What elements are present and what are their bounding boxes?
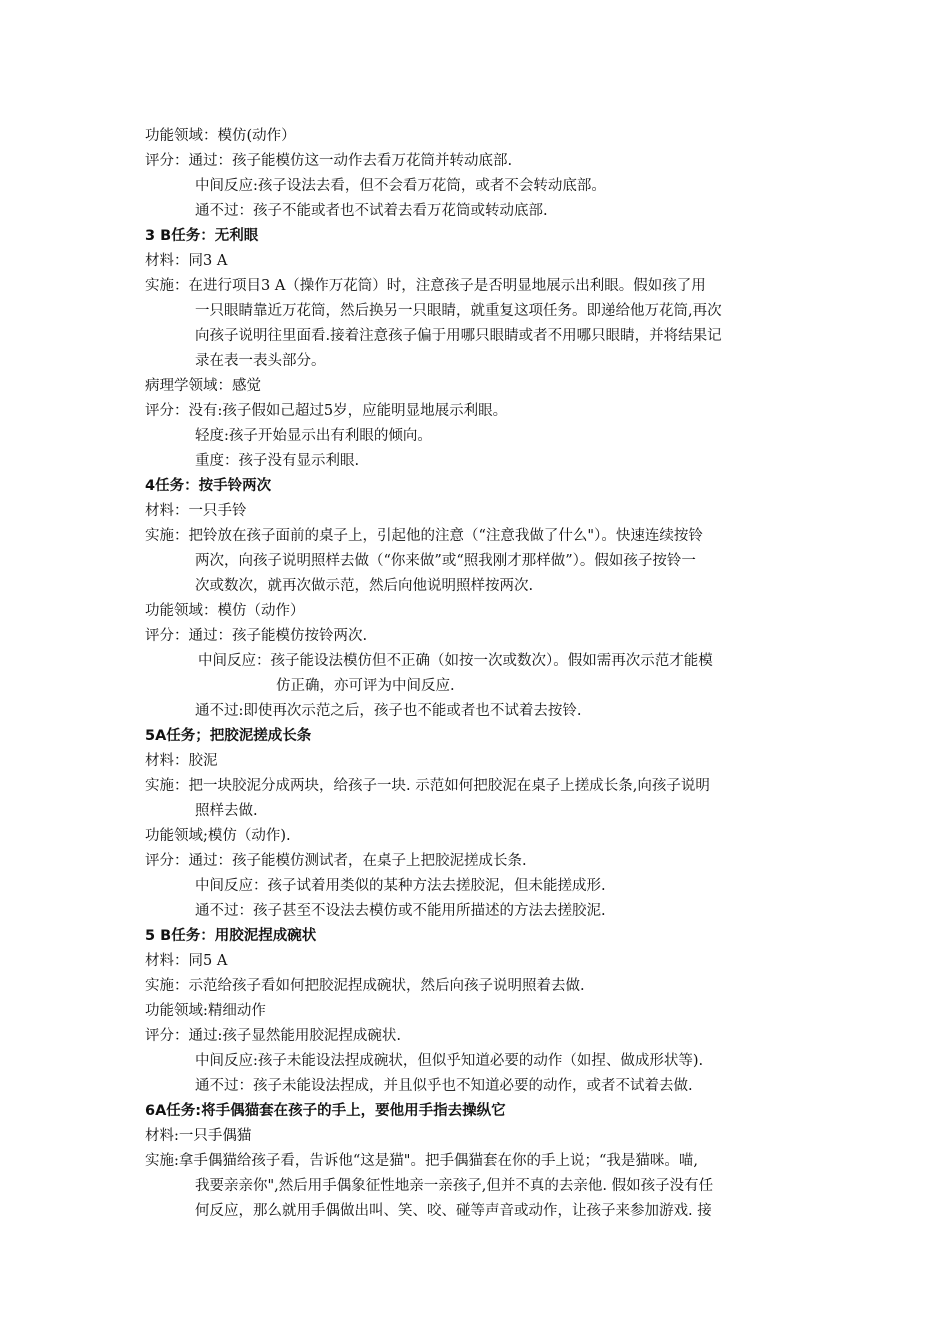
text-line: 实施:拿手偶猫给孩子看，告诉他“这是猫"。把手偶猫套在你的手上说；“我是猫咪。喵, [145, 1153, 698, 1169]
text-line: 中间反应：孩子试着用类似的某种方法去搓胶泥，但未能搓成形. [195, 878, 606, 894]
text-line: 材料:一只手偶猫 [145, 1128, 252, 1144]
text-line: 两次，向孩子说明照样去做（“你来做”或“照我刚才那样做”）。假如孩子按铃一 [195, 553, 696, 569]
text-line: 照样去做. [195, 803, 258, 819]
text-line: 实施：把铃放在孩子面前的桌子上，引起他的注意（“注意我做了什么"）。快速连续按铃 [145, 528, 703, 544]
text-line: 中间反应:孩子未能设法捏成碗状，但似乎知道必要的动作（如捏、做成形状等). [195, 1053, 704, 1069]
text-line: 何反应，那么就用手偶做出叫、笑、咬、碰等声音或动作，让孩子来参加游戏. 接 [195, 1203, 712, 1219]
text-line: 实施：在进行项目3 A（操作万花筒）时，注意孩子是否明显地展示出利眼。假如孩了用 [145, 278, 706, 294]
text-line: 一只眼睛靠近万花筒，然后换另一只眼睛，就重复这项任务。即递给他万花筒,再次 [195, 303, 722, 319]
section-heading: 5 B任务：用胶泥捏成碗状 [145, 928, 317, 944]
text-line: 次或数次，就再次做示范，然后向他说明照样按两次. [195, 578, 534, 594]
section-heading: 5A任务；把胶泥搓成长条 [145, 728, 312, 744]
text-line: 评分：通过：孩子能模仿测试者，在桌子上把胶泥搓成长条. [145, 853, 527, 869]
text-line: 功能领域：模仿（动作） [145, 603, 305, 619]
text-line: 通不过：孩子甚至不设法去模仿或不能用所描述的方法去搓胶泥. [195, 903, 606, 919]
text-line: 通不过：孩子不能或者也不试着去看万花筒或转动底部. [195, 203, 548, 219]
text-line: 实施：示范给孩子看如何把胶泥捏成碗状，然后向孩子说明照着去做. [145, 978, 585, 994]
text-line: 实施：把一块胶泥分成两块，给孩子一块. 示范如何把胶泥在桌子上搓成长条,向孩子说明 [145, 778, 710, 794]
text-line: 评分：通过：孩子能模仿按铃两次. [145, 628, 368, 644]
text-line: 评分：没有:孩子假如己超过5岁，应能明显地展示利眼。 [145, 403, 508, 419]
text-line: 评分：通过:孩子显然能用胶泥捏成碗状. [145, 1028, 401, 1044]
text-line: 我要亲亲你",然后用手偶象征性地亲一亲孩子,但并不真的去亲他. 假如孩子没有任 [195, 1178, 714, 1194]
text-line: 仿正确，亦可评为中间反应. [276, 678, 455, 694]
text-line: 材料：同5 A [145, 953, 228, 969]
text-line: 轻度:孩子开始显示出有利眼的倾向。 [195, 428, 432, 444]
text-line: 材料：胶泥 [145, 753, 218, 769]
text-line: 评分：通过：孩子能模仿这一动作去看万花筒并转动底部. [145, 153, 513, 169]
text-line: 重度：孩子没有显示利眼. [195, 453, 360, 469]
text-line: 录在表一表头部分。 [195, 353, 326, 369]
text-line: 通不过:即使再次示范之后，孩子也不能或者也不试着去按铃. [195, 703, 582, 719]
text-line: 向孩子说明往里面看.接着注意孩子偏于用哪只眼睛或者不用哪只眼睛，并将结果记 [195, 328, 722, 344]
text-line: 病理学领域：感觉 [145, 378, 261, 394]
text-line: 功能领域：模仿(动作） [145, 128, 296, 144]
text-line: 功能领域:精细动作 [145, 1003, 266, 1019]
text-line: 中间反应：孩子能设法模仿但不正确（如按一次或数次）。假如需再次示范才能模 [198, 653, 713, 669]
text-line: 材料：同3 A [145, 253, 228, 269]
text-line: 功能领域;模仿（动作). [145, 828, 291, 844]
section-heading: 4任务：按手铃两次 [145, 478, 272, 494]
text-line: 通不过：孩子未能设法捏成，并且似乎也不知道必要的动作，或者不试着去做. [195, 1078, 693, 1094]
section-heading: 6A任务:将手偶猫套在孩子的手上，要他用手指去操纵它 [145, 1103, 506, 1119]
text-line: 材料：一只手铃 [145, 503, 247, 519]
section-heading: 3 B任务：无利眼 [145, 228, 259, 244]
text-line: 中间反应:孩子设法去看，但不会看万花筒，或者不会转动底部。 [195, 178, 606, 194]
